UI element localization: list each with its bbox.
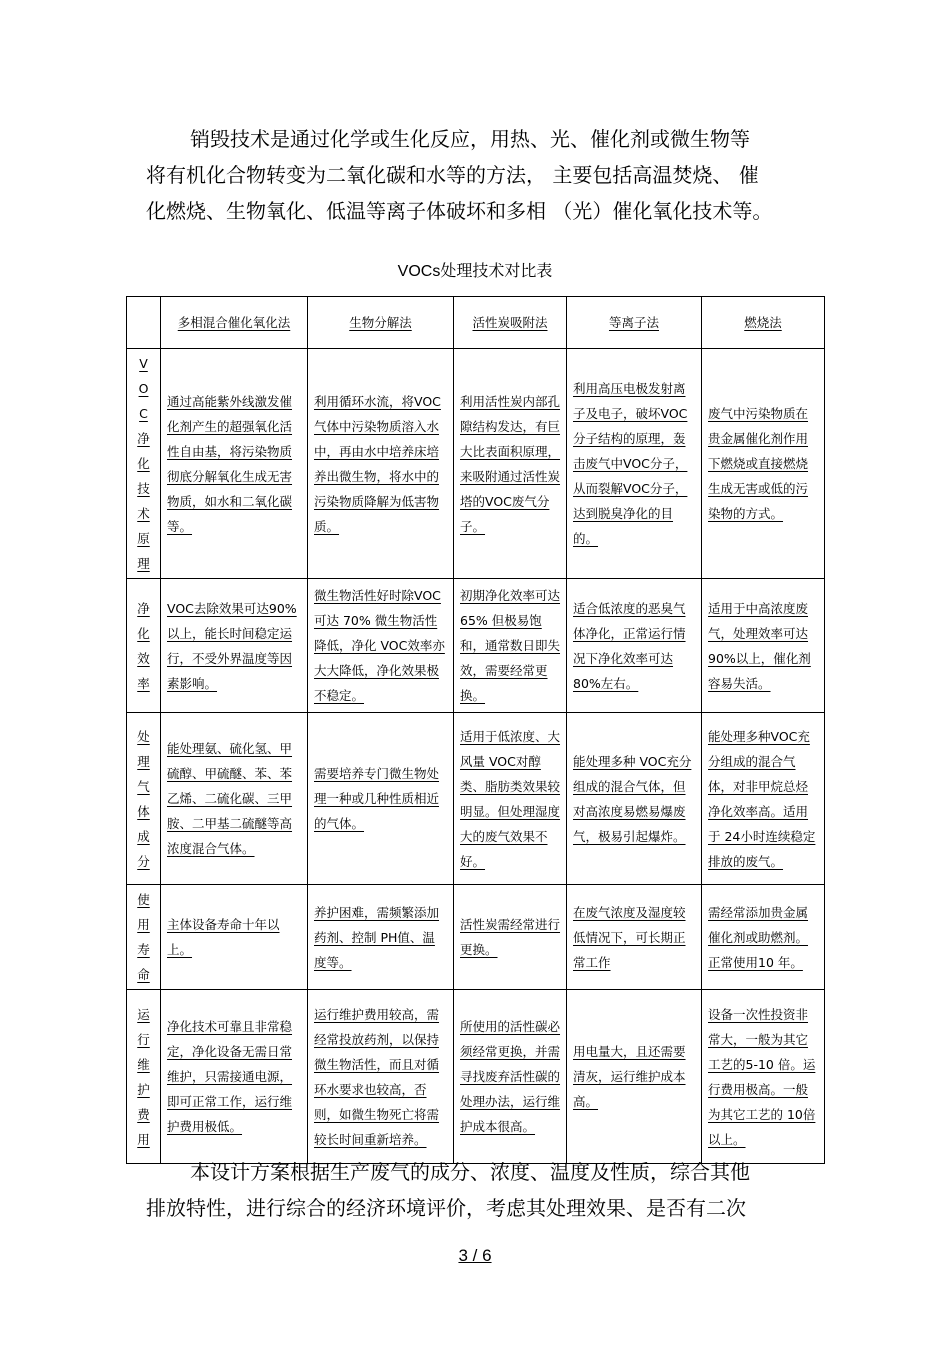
intro-line: 化燃烧、生物氧化、低温等离子体破坏和多相 （光）催化氧化技术等。	[146, 199, 773, 223]
table-cell: 运行维护费用较高，需经常投放药剂，以保持微生物活性，而且对循环水要求也较高，否则，如微生物死亡将需较长时间重新培养。	[308, 990, 454, 1164]
column-header: 等离子法	[567, 297, 702, 349]
conclusion-paragraph	[146, 1154, 810, 1226]
table-cell: 通过高能紫外线激发催化剂产生的超强氧化活性自由基，将污染物质彻底分解氧化生成无害物质，如水和二氧化碳等。	[161, 349, 308, 579]
column-header: 多相混合催化氧化法	[161, 297, 308, 349]
comparison-table	[126, 296, 825, 1164]
table-row	[127, 990, 825, 1164]
row-header: 使用寿命	[127, 885, 161, 990]
table-cell: 需经常添加贵金属催化剂或助燃剂。正常使用10 年。	[702, 885, 825, 990]
table-cell: 在废气浓度及湿度较低情况下，可长期正常工作	[567, 885, 702, 990]
table-cell: 净化技术可靠且非常稳定，净化设备无需日常维护，只需接通电源，即可正常工作，运行维护费用极低。	[161, 990, 308, 1164]
row-header: VOC净化技术原理	[127, 349, 161, 579]
table-cell: 利用活性炭内部孔隙结构发达，有巨大比表面积原理，来吸附通过活性炭塔的VOC废气分子。	[454, 349, 567, 579]
table-cell: 需要培养专门微生物处理一种或几种性质相近的气体。	[308, 713, 454, 885]
table-caption: VOCs处理技术对比表	[397, 263, 553, 280]
table-cell: 能处理多种 VOC充分组成的混合气体，但对高浓度易燃易爆废气，极易引起爆炸。	[567, 713, 702, 885]
table-cell: 适用于中高浓度废气，处理效率可达 90%以上，催化剂容易失活。	[702, 579, 825, 713]
header-corner	[127, 297, 161, 349]
table-cell: 初期净化效率可达 65% 但极易饱和，通常数日即失效，需要经常更换。	[454, 579, 567, 713]
table-row	[127, 579, 825, 713]
column-header: 活性炭吸附法	[454, 297, 567, 349]
intro-line: 销毁技术是通过化学或生化反应，用热、光、催化剂或微生物等	[190, 127, 750, 151]
conclusion-line: 排放特性，进行综合的经济环境评价，考虑其处理效果、是否有二次	[146, 1196, 746, 1220]
table-cell: 主体设备寿命十年以上。	[161, 885, 308, 990]
table-cell: 废气中污染物质在贵金属催化剂作用下燃烧或直接燃烧生成无害或低的污染物的方式。	[702, 349, 825, 579]
table-row	[127, 713, 825, 885]
page-number: 3 / 6	[458, 1246, 492, 1265]
table-cell: 用电量大，且还需要清灰，运行维护成本高。	[567, 990, 702, 1164]
table-cell: 适合低浓度的恶臭气体净化，正常运行情况下净化效率可达 80%左右。	[567, 579, 702, 713]
table-header-row	[127, 297, 825, 349]
row-header: 净化效率	[127, 579, 161, 713]
table-row	[127, 885, 825, 990]
table-cell: 微生物活性好时除VOC可达 70% 微生物活性降低，净化 VOC效率亦大大降低，净化效果极不稳定。	[308, 579, 454, 713]
intro-paragraph	[146, 121, 810, 229]
table-cell: 利用高压电极发射离子及电子，破坏VOC分子结构的原理，轰击废气中VOC分子，从而裂解VOC分子，达到脱臭净化的目的。	[567, 349, 702, 579]
row-header: 运行维护费用	[127, 990, 161, 1164]
table-cell: 利用循环水流，将VOC气体中污染物质溶入水中，再由水中培养床培养出微生物，将水中的污染物质降解为低害物质。	[308, 349, 454, 579]
intro-line: 将有机化合物转变为二氧化碳和水等的方法， 主要包括高温焚烧、 催	[146, 163, 759, 187]
column-header: 燃烧法	[702, 297, 825, 349]
table-cell: 养护困难，需频繁添加药剂、控制 PH值、温度等。	[308, 885, 454, 990]
row-header: 处理气体成分	[127, 713, 161, 885]
conclusion-line: 本设计方案根据生产废气的成分、浓度、温度及性质，综合其他	[190, 1160, 750, 1184]
table-cell: 活性炭需经常进行更换。	[454, 885, 567, 990]
table-cell: 适用于低浓度、大风量 VOC对醇类、脂肪类效果较明显。但处理湿度大的废气效果不好。	[454, 713, 567, 885]
table-cell: 所使用的活性碳必须经常更换，并需寻找废弃活性碳的处理办法，运行维护成本很高。	[454, 990, 567, 1164]
table-cell: 能处理多种VOC充分组成的混合气体，对非甲烷总烃净化效率高。适用于 24小时连续稳定排放的废气。	[702, 713, 825, 885]
table-cell: 设备一次性投资非常大，一般为其它工艺的5-10 倍。运行费用极高。一般为其它工艺的 10倍以上。	[702, 990, 825, 1164]
table-cell: VOC去除效果可达90%以上，能长时间稳定运行，不受外界温度等因素影响。	[161, 579, 308, 713]
table-cell: 能处理氨、硫化氢、甲硫醇、甲硫醚、苯、苯乙烯、二硫化碳、三甲胺、二甲基二硫醚等高浓度混合气体。	[161, 713, 308, 885]
column-header: 生物分解法	[308, 297, 454, 349]
table-row	[127, 349, 825, 579]
